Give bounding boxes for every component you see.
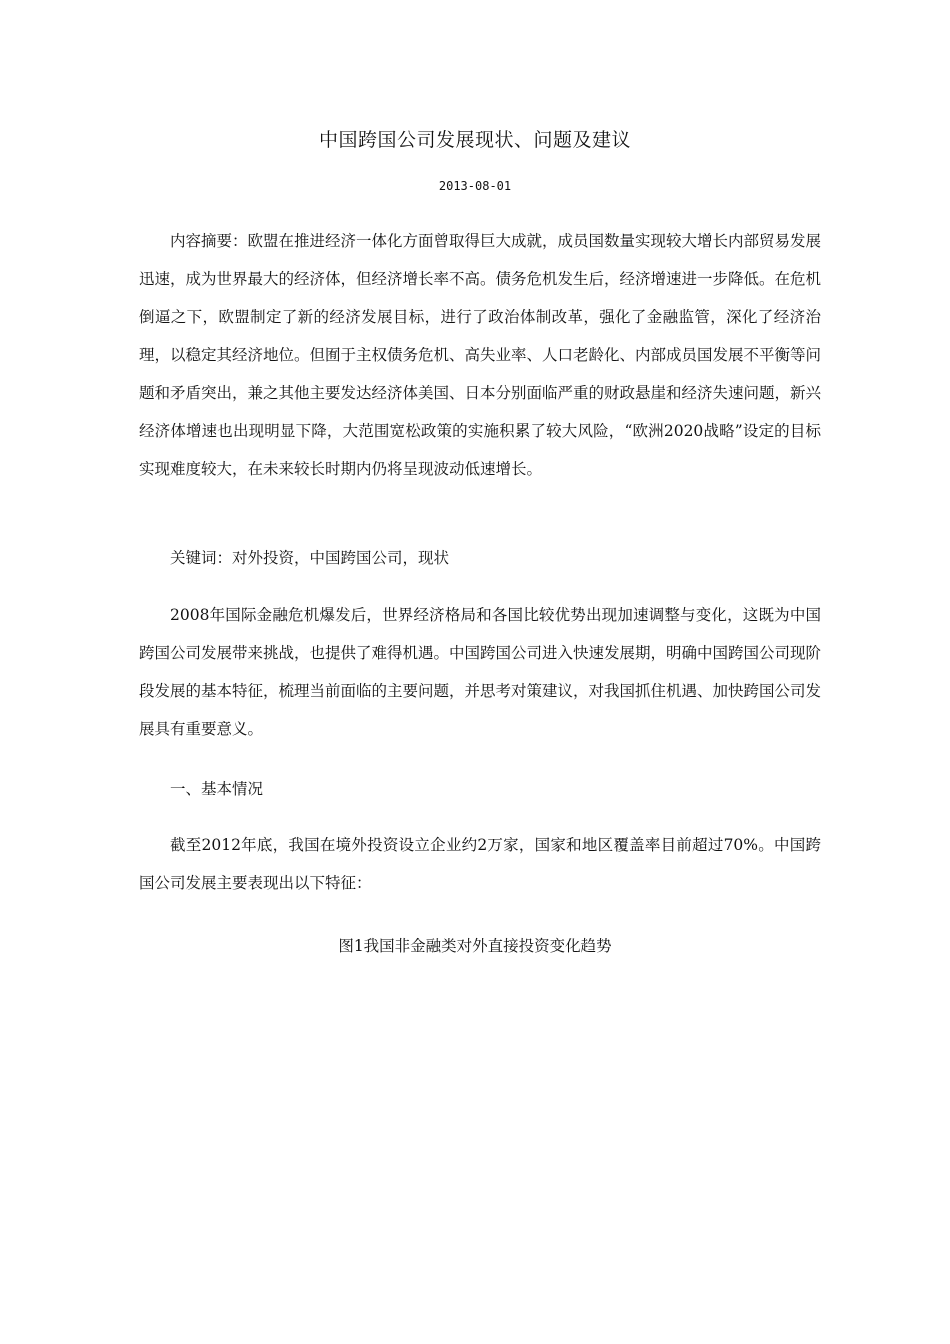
intro-paragraph: 2008年国际金融危机爆发后，世界经济格局和各国比较优势出现加速调整与变化，这既为中国跨国公司发展带来挑战，也提供了难得机遇。中国跨国公司进入快速发展期，明确中国跨国公司现阶段发展的基本特征，梳理当前面临的主要问题，并思考对策建议，对我国抓住机遇、加快跨国公司发展具有重要意义。 <box>139 606 822 738</box>
keywords-paragraph: 关键词：对外投资，中国跨国公司，现状 <box>170 549 450 567</box>
abstract-paragraph: 内容摘要：欧盟在推进经济一体化方面曾取得巨大成就，成员国数量实现较大增长内部贸易发展迅速，成为世界最大的经济体，但经济增长率不高。债务危机发生后，经济增速进一步降低。在危机倒逼之下，欧盟制定了新的经济发展目标，进行了政治体制改革，强化了金融监管，深化了经济治理，以稳定其经济地位。但囿于主权债务危机、高失业率、人口老龄化、内部成员国发展不平衡等问题和矛盾突出，兼之其他主要发达经济体美国、日本分别面临严重的财政悬崖和经济失速问题，新兴经济体增速也出现明显下降，大范围宽松政策的实施积累了较大风险，“欧洲2020战略”设定的目标实现难度较大，在未来较长时期内仍将呈现波动低速增长。 <box>139 232 822 478</box>
figure-caption: 图1我国非金融类对外直接投资变化趋势 <box>338 937 612 955</box>
basic-situation-paragraph: 截至2012年底，我国在境外投资设立企业约2万家，国家和地区覆盖率目前超过70%。中国跨国公司发展主要表现出以下特征： <box>139 836 821 892</box>
section-heading: 一、基本情况 <box>170 780 264 798</box>
document-date: 2013-08-01 <box>438 179 512 193</box>
document-title: 中国跨国公司发展现状、问题及建议 <box>318 129 631 151</box>
